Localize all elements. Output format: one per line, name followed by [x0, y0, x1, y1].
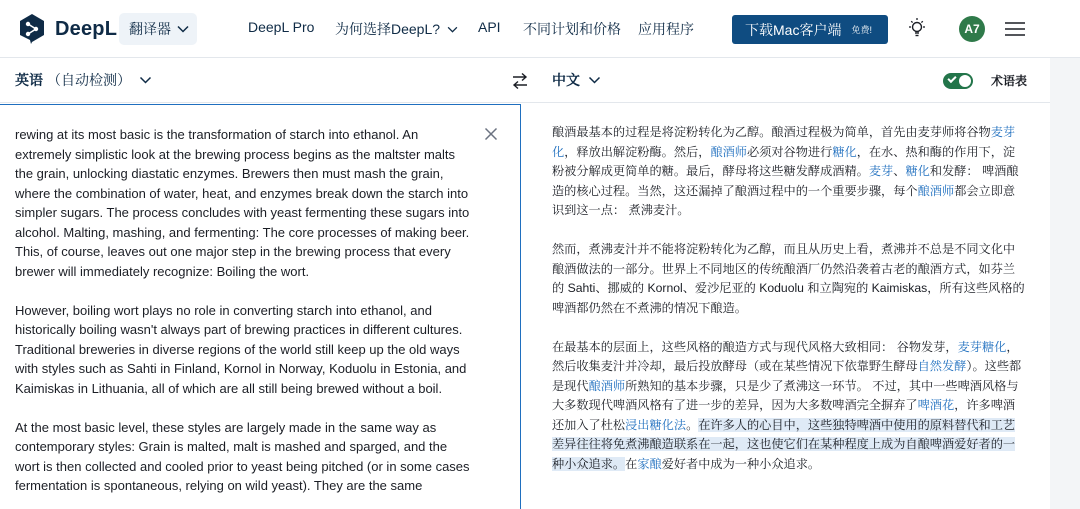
clear-text-icon[interactable] [484, 127, 498, 141]
glossary-term[interactable]: 自然发酵 [917, 359, 967, 373]
source-text-area[interactable] [0, 104, 521, 509]
download-label: 下载Mac客户端 [745, 21, 842, 38]
toggle-knob [959, 75, 971, 87]
nav-link-why-deepl[interactable] [335, 19, 458, 39]
lightbulb-icon[interactable] [906, 17, 928, 39]
download-mac-button[interactable] [732, 15, 888, 44]
right-gutter [1050, 58, 1080, 509]
chevron-down-icon [588, 76, 601, 84]
glossary-toggle[interactable] [943, 72, 1027, 89]
source-paragraph: At the most basic level, these styles are largely made in the same way as contemporary styles: Grain is malted, malt is mashed and sparged, and the wort is then collected and cooled prior to yeast being pitched (or in some cases fermentation is spontaneous, relying on wild yeast). They are the same [15, 419, 470, 493]
glossary-switch[interactable] [943, 73, 973, 89]
deepl-logo[interactable] [18, 13, 117, 45]
translation-output [552, 123, 1026, 494]
hamburger-menu-icon[interactable] [1004, 20, 1026, 38]
nav-link-why-deepl-label: 为何选择DeepL? [335, 21, 441, 37]
user-avatar[interactable]: A7 [959, 16, 985, 42]
chevron-down-icon [139, 76, 152, 84]
glossary-term[interactable]: 麦芽糖化 [957, 339, 1007, 354]
glossary-term[interactable]: 酿酒师 [917, 183, 955, 198]
glossary-term[interactable]: 家酿 [637, 456, 662, 471]
text-run: 所熟知的基本步骤，只是少了煮沸这一环节。 不过，其中一些啤酒风格与大多数现代啤酒风格有了进一步的差异，因为大多数啤酒完全摒弃了 [552, 378, 1019, 412]
source-language: 英语 [15, 72, 43, 88]
translator-area [0, 58, 1080, 509]
target-panel [521, 58, 1050, 509]
download-free-badge: 免费! [851, 25, 872, 35]
text-run: 在 [625, 456, 638, 471]
text-run: ）。这些都是现代 [552, 359, 1022, 393]
glossary-term[interactable]: 麦芽 [868, 164, 894, 178]
source-panel [0, 58, 521, 509]
glossary-term[interactable]: 浸出糖化法 [625, 417, 687, 432]
text-run: 在最基本的层面上，这些风格的酿造方式与现代风格大致相同： 谷物发芽， [552, 339, 958, 354]
translator-dropdown[interactable] [119, 13, 197, 45]
text-run: 、 [893, 164, 906, 178]
target-language: 中文 [552, 72, 580, 88]
source-paragraph: rewing at its most basic is the transformation of starch into ethanol. An extremely simplistic look at the brewing process begins as the maltster malts the grain, unlocking diastatic enzymes. Brewers then must mash the grain, where the combination of water, heat, and enzymes break down the starch into simpler sugars. The process concludes with yeast fermenting these sugars into alcohol. Malting, mashing, and fermenting: The core processes of making beer. This, of course, leaves out one major step in the brewing process that every brewer will immediately recognize: Boiling the wort. [15, 127, 470, 279]
text-run: ，在水、热和酶的作用下，淀粉被分解成更简单的糖。最后，酵母将这些糖发酵成酒精。 [552, 144, 1016, 178]
auto-detect-label: （自动检测） [47, 72, 131, 88]
glossary-term[interactable]: 酿酒师 [588, 378, 626, 393]
source-text[interactable] [15, 125, 475, 509]
target-paragraph: 然而，煮沸麦汁并不能将淀粉转化为乙醇，而且从历史上看，煮沸并不总是不同文化中酿酒做法的一部分。世界上不同地区的传统酿酒厂仍然沿袭着古老的酿酒方式，如芬兰的 Sahti、挪威的 Kornol、爱沙尼亚的 Koduolu 和立陶宛的 Kaimiskas，所有这些风格的啤酒都仍然在不煮沸的情况下酿造。 [552, 242, 1025, 315]
nav-link-plans-pricing[interactable]: 不同计划和价格 [523, 21, 621, 37]
text-run: 。 [686, 417, 699, 432]
nav-link-apps[interactable]: 应用程序 [638, 21, 694, 37]
source-paragraph: However, boiling wort plays no role in converting starch into ethanol, and historically boiling wasn't always part of brewing practices in different cultures. Traditional breweries in diverse regions of the world still keep up the old ways with styles such as Sahti in Finland, Kornol in Norway, Koduolu in Estonia, and Kaimiskas in Lithuania, all of which are all still being brewed without a boil. [15, 302, 467, 396]
target-paragraph [552, 338, 1026, 475]
translator-label: 翻译器 [129, 21, 171, 37]
chevron-down-icon [177, 25, 189, 33]
text-run: ，释放出解淀粉酶。然后， [564, 144, 711, 159]
glossary-term[interactable]: 糖化 [905, 164, 930, 178]
text-run: ，然后收集麦汁并冷却，最后投放酵母（或在某些情况下依靠野生酵母 [552, 339, 1019, 373]
chevron-down-icon [447, 26, 458, 33]
nav-link-api[interactable]: API [478, 19, 501, 35]
nav-link-deepl-pro[interactable]: DeepL Pro [248, 19, 315, 35]
text-run: 和发酵： 啤酒酿造的核心过程。当然，这还漏掉了酿酒过程中的一个重要步骤，每个 [552, 164, 1019, 198]
logo-text: DeepL [55, 17, 118, 40]
deepl-logo-icon [18, 13, 46, 45]
glossary-label: 术语表 [991, 74, 1028, 88]
source-language-selector[interactable] [0, 58, 521, 103]
glossary-term[interactable]: 麦芽化 [552, 125, 1016, 159]
top-navbar [0, 0, 1080, 58]
glossary-term[interactable]: 啤酒花 [917, 398, 955, 412]
text-run: 爱好者中成为一种小众追求。 [661, 456, 821, 471]
text-run: 必须对谷物进行 [747, 144, 833, 159]
text-run: 酿酒最基本的过程是将淀粉转化为乙醇。酿酒过程极为简单，首先由麦芽师将谷物 [552, 125, 991, 139]
glossary-term[interactable]: 糖化 [832, 144, 857, 159]
highlighted-sentence[interactable]: 在许多人的心目中，这些独特啤酒中使用的原料替代和工艺差异往往将免煮沸酿造联系在一起，这也使它们在某种程度上成为自酿啤酒爱好者的一种小众追求。 [552, 417, 1016, 471]
glossary-term[interactable]: 酿酒师 [710, 144, 747, 159]
target-paragraph [552, 123, 1026, 221]
toggle-check-icon [947, 73, 956, 82]
swap-languages-icon[interactable] [510, 72, 530, 90]
text-run: 都会立即意识到这一点： 煮沸麦汁。 [552, 183, 1016, 217]
text-run: ，许多啤酒还加入了杜松 [552, 398, 1016, 432]
